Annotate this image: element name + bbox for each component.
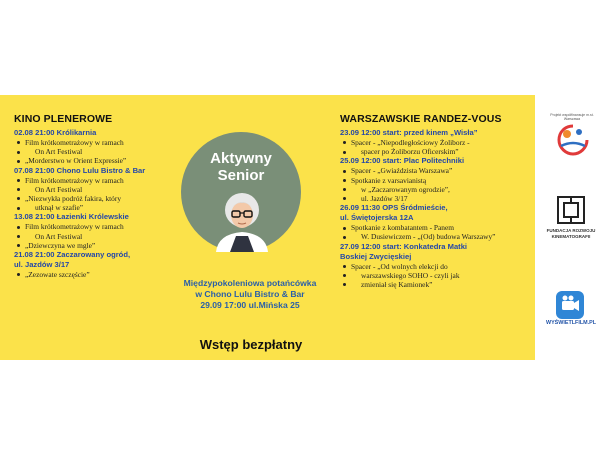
event-date-line2: ul. Jazdów 3/17	[14, 260, 70, 270]
event-item-cont: On Art Festiwal	[14, 232, 184, 241]
event-date: 25.09 12:00 start: Plac Politechniki	[340, 156, 465, 166]
event-item: „Niezwykła podróż fakira, który	[14, 194, 184, 203]
free-entry-label: Wstęp bezpłatny	[199, 337, 303, 352]
event-item-cont: utknął w szafie”	[14, 203, 184, 212]
event-item: Spacer - „Od wolnych elekcji do	[340, 262, 530, 271]
event-item-cont: W. Dusiewiczem - „(Od) budowa Warszawy”	[340, 232, 530, 241]
fundacja-line-2: KINEMATOGRAFII	[551, 233, 591, 239]
event-item: Film krótkometrażowy w ramach	[14, 222, 184, 231]
fundacja-text	[541, 228, 600, 239]
wyswietlfilm-logo-icon	[555, 290, 585, 320]
event-item: Spotkanie z kombatantem - Panem	[340, 223, 530, 232]
event-date: 13.08 21:00 Łazienki Królewskie	[14, 212, 129, 222]
event-item-cont: zmieniał się Kamionek”	[340, 280, 530, 289]
event-item: „Zezowate szczęście”	[14, 270, 184, 279]
info-line-1: Międzypokoleniowa potańcówka	[183, 278, 317, 288]
event-date-line2: ul. Świętojerska 12A	[340, 213, 414, 223]
badge-title	[181, 150, 301, 184]
event-date: 23.09 12:00 start: przed kinem „Wisła”	[340, 128, 478, 137]
event-item: Film krótkometrażowy w ramach	[14, 176, 184, 185]
event-item: „Morderstwo w Orient Expressie”	[14, 156, 184, 165]
wyswietlfilm-text: WYŚWIETLFILM.PL	[545, 320, 596, 326]
fundacja-line-1: FUNDACJA ROZWOJU	[546, 228, 596, 233]
event-date: 26.09 11:30 OPS Śródmieście,	[340, 203, 448, 213]
event-item: Spacer - „Niepodległościowy Żoliborz -	[340, 138, 530, 147]
info-line-2: w Chono Lulu Bistro & Bar	[195, 289, 305, 299]
event-date-line2: Boskiej Zwycięskiej	[340, 251, 412, 261]
event-item: „Dziewczyna we mgle”	[14, 241, 184, 250]
event-item-cont: On Art Festiwal	[14, 185, 184, 194]
left-title: KINO PLENEROWE	[14, 113, 113, 125]
event-item-cont: ul. Jazdów 3/17	[340, 194, 530, 203]
event-item-cont: On Art Festiwal	[14, 147, 184, 156]
event-item: Film krótkometrażowy w ramach	[14, 138, 184, 147]
event-item: Spotkanie z varsavianistą	[340, 176, 530, 185]
event-date: 27.09 12:00 start: Konkatedra Matki	[340, 241, 468, 251]
badge-line-2: Senior	[217, 167, 265, 184]
right-title: WARSZAWSKIE RANDEZ-VOUS	[340, 113, 502, 125]
badge-line-1: Aktywny	[210, 150, 272, 167]
event-item-cont: spacer po Żoliborzu Oficerskim”	[340, 147, 530, 156]
event-date: 07.08 21:00 Chono Lulu Bistro & Bar	[14, 165, 146, 175]
event-date: 21.08 21:00 Zaczarowany ogród,	[14, 250, 131, 260]
event-item-cont: warszawskiego SOHO - czyli jak	[340, 271, 530, 280]
kino-plenerowe-list	[14, 128, 184, 279]
event-date: 02.08 21:00 Królikarnia	[14, 128, 97, 137]
potancowka-info	[160, 278, 340, 311]
event-item-cont: w „Zaczarowanym ogrodzie”,	[340, 185, 530, 194]
fundacja-logo-icon	[556, 195, 586, 225]
info-line-3: 29.09 17:00 ul.Mińska 25	[200, 300, 300, 310]
warszawa-sponsor-text: Projekt współfinansuje m.st. Warszawa	[550, 113, 594, 121]
warszawa-logo-icon	[553, 122, 593, 158]
randez-vous-list	[340, 128, 530, 289]
event-item: Spacer - „Gwiaździsta Warszawa”	[340, 166, 530, 175]
senior-avatar-icon	[212, 190, 272, 252]
